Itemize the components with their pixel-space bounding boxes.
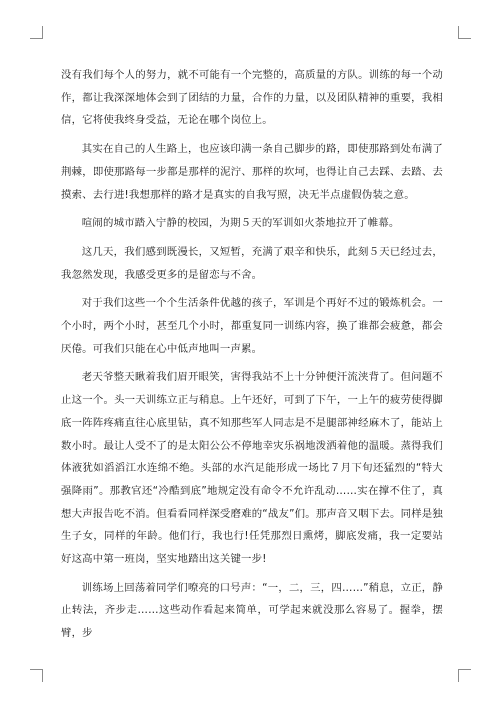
paragraph-4: 这几天，我们感到既漫长，又短暂，充满了艰辛和快乐，此刻５天已经过去，我忽然发现，我感受更多的是留恋与不舍。	[61, 245, 443, 281]
paragraph-1: 没有我们每个人的努力，就不可能有一个完整的，高质量的方队。训练的每一个动作，都让我深深地体会到了团结的力量，合作的力量，以及团队精神的重要，我相信，它将使我终身受益，无论在哪个岗位上。	[61, 69, 443, 127]
crop-mark-top-left	[30, 26, 43, 39]
crop-mark-bottom-right	[458, 669, 471, 682]
paragraph-3: 喧闹的城市踏入宁静的校园，为期５天的军训如火荼地拉开了帷幕。	[81, 217, 400, 230]
paragraph-6: 老天爷整天瞅着我们眉开眼笑，害得我站不上十分钟便汗流浃背了。但问题不止这一个。头一天训练立正与稍息。上午还好，可到了下午，一上午的疲劳使得脚底一阵阵疼痛直往心底里钻，真不知那些军人同志是不是腿部神经麻木了，能站上数小时。最让人受不了的是太阳公公不停地幸灾乐祸地泼洒着他的温暖。蒸得我们体液犹如滔滔江水连绵不绝。头部的水汽足能形成一场比７月下旬还猛烈的“特大强降雨”。那教官还“冷酷到底”地规定没有命令不允许乱动……实在撑不住了，真想大声报告吃不消。但看看同样深受磨难的“战友”们。那声音又咽下去。同样是独生子女，同样的年龄。他们行，我也行!任凭那烈日熏烤，脚底发痛，我一定要站好这高中第一班岗，坚实地踏出这关键一步!	[61, 371, 443, 566]
paragraph-2: 其实在自己的人生路上，也应该印满一条自己脚步的路，即使那路到处布满了荆棘，即使那路每一步都是那样的泥泞、那样的坎坷，也得让自己去踩、去踏、去摸索、去行进!我想那样的路才是真实的自我写照，决无半点虚假伪装之意。	[61, 143, 443, 201]
paragraph-5: 对于我们这些一个个生活条件优越的孩子，军训是个再好不过的锻炼机会。一个小时，两个小时，甚至几个小时，都重复同一训练内容，换了谁都会疲惫，都会厌倦。可我们只能在心中低声地叫一声累。	[61, 297, 443, 355]
crop-mark-bottom-left	[30, 669, 43, 682]
document-body	[61, 64, 443, 704]
paragraph-7: 训练场上回荡着同学们嘹亮的口号声：“一，二，三，四……”稍息，立正，静止转法，齐步走……这些动作看起来简单，可学起来就没那么容易了。握拳，摆臂，步	[61, 581, 443, 640]
crop-mark-top-right	[458, 26, 471, 39]
